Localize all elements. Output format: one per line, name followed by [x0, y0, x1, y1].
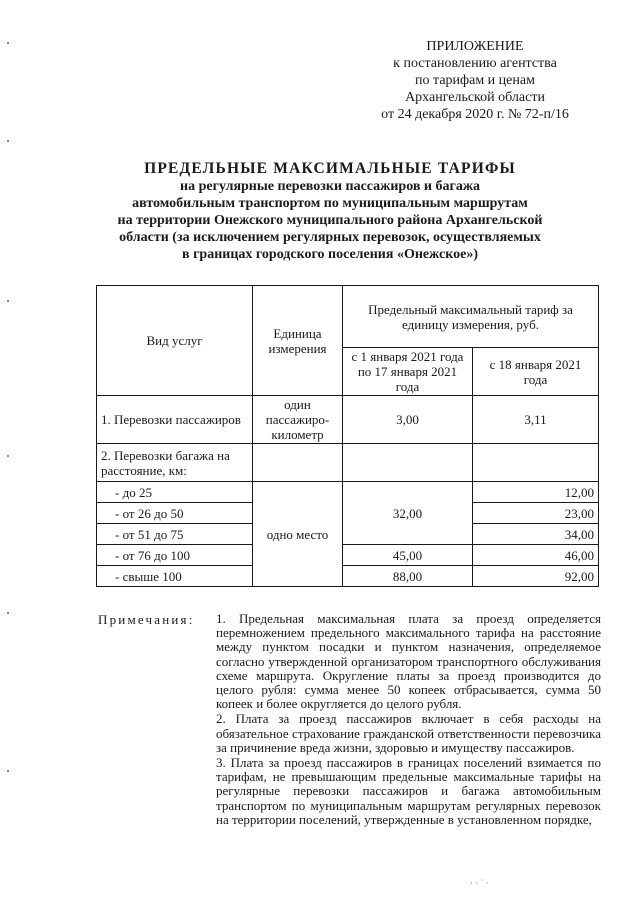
scan-mark	[7, 300, 9, 302]
table-row	[97, 396, 599, 444]
title-line: автомобильным транспортом по муниципальным маршрутам	[132, 196, 528, 211]
table-row	[97, 545, 599, 566]
tariff-table	[96, 285, 599, 587]
header-unit: Единица измерения	[253, 286, 343, 396]
row-service: 2. Перевозки багажа на расстояние, км:	[97, 444, 253, 482]
row-distance: - до 25	[97, 482, 253, 503]
scan-mark	[7, 770, 9, 772]
table-row	[97, 566, 599, 587]
table-row	[97, 482, 599, 503]
note-2: 2. Плата за проезд пассажиров включает в себя расходы на обязательное страхование гражданской ответственности перевозчика за причинение вреда жизни, здоровью и имуществу пассажиров.	[216, 711, 601, 755]
empty-cell	[253, 444, 343, 482]
row-unit: один пассажиро-километр	[253, 396, 343, 444]
notes	[216, 612, 601, 828]
row-distance: - от 51 до 75	[97, 524, 253, 545]
row-value-2: 12,00	[473, 482, 599, 503]
scan-artifact: · · ˙ ·	[470, 878, 489, 888]
header-service: Вид услуг	[97, 286, 253, 396]
row-value-2: 34,00	[473, 524, 599, 545]
note-3: 3. Плата за проезд пассажиров в границах поселений взимается по тарифам, не превышающим предельные максимальные тарифы на регулярные перевозки пассажиров и багажа автомобильным транспортом по муниципальным маршрутам регулярных перевозок на территории поселений, утвержденные в установленном порядке,	[216, 755, 601, 827]
document-title	[80, 160, 580, 263]
appendix-line: по тарифам и ценам	[415, 73, 535, 88]
title-line: в границах городского поселения «Онежское»)	[182, 247, 478, 262]
row-value-2: 3,11	[473, 396, 599, 444]
empty-cell	[473, 444, 599, 482]
appendix-title: ПРИЛОЖЕНИЕ	[426, 39, 524, 54]
row-value-1: 88,00	[343, 566, 473, 587]
row-value-1: 32,00	[343, 482, 473, 545]
title-main: ПРЕДЕЛЬНЫЕ МАКСИМАЛЬНЫЕ ТАРИФЫ	[144, 160, 516, 177]
row-unit: одно место	[253, 482, 343, 587]
appendix-header	[355, 38, 595, 123]
empty-cell	[343, 444, 473, 482]
scan-mark	[7, 612, 9, 614]
title-line: области (за исключением регулярных перевозок, осуществляемых	[119, 230, 541, 245]
title-line: на регулярные перевозки пассажиров и багажа	[180, 179, 480, 194]
row-distance: - от 26 до 50	[97, 503, 253, 524]
header-tariff: Предельный максимальный тариф за единицу измерения, руб.	[343, 286, 599, 348]
header-period-1: с 1 января 2021 года по 17 января 2021 года	[343, 348, 473, 396]
scan-mark	[7, 42, 9, 44]
row-service: 1. Перевозки пассажиров	[97, 396, 253, 444]
row-distance: - от 76 до 100	[97, 545, 253, 566]
row-value-2: 46,00	[473, 545, 599, 566]
appendix-date: от 24 декабря 2020 г. № 72-п/16	[381, 107, 569, 122]
row-value-2: 92,00	[473, 566, 599, 587]
row-distance: - свыше 100	[97, 566, 253, 587]
scan-mark	[7, 140, 9, 142]
row-value-1: 45,00	[343, 545, 473, 566]
appendix-line: к постановлению агентства	[393, 56, 557, 71]
note-1: 1. Предельная максимальная плата за проезд определяется перемножением предельного максимального тарифа на расстояние между пунктом посадки и пунктом назначения, определяемое согласно утвержденной организатором транспортного обслуживания схеме маршрута. Округление платы за проезд производится до целого рубля: сумма менее 50 копеек отбрасывается, сумма 50 копеек и более округляется до целого рубля.	[216, 611, 601, 712]
scan-mark	[7, 455, 9, 457]
notes-label: Примечания:	[98, 612, 195, 627]
header-period-2: с 18 января 2021 года	[473, 348, 599, 396]
row-value-1: 3,00	[343, 396, 473, 444]
title-line: на территории Онежского муниципального района Архангельской	[117, 213, 543, 228]
appendix-line: Архангельской области	[405, 90, 545, 105]
table-row	[97, 444, 599, 482]
row-value-2: 23,00	[473, 503, 599, 524]
